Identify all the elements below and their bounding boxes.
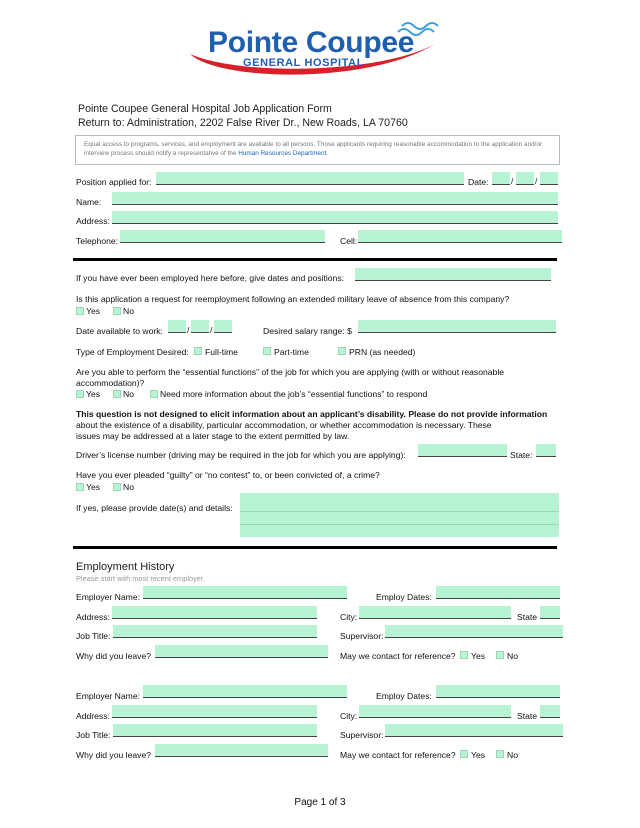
logo-name: Pointe Coupee bbox=[208, 26, 415, 59]
employer1-state-input[interactable] bbox=[540, 606, 560, 619]
cell-input[interactable] bbox=[358, 230, 562, 243]
city-label: City: bbox=[340, 612, 358, 622]
name-input[interactable] bbox=[112, 192, 558, 205]
contact-yes-label: Yes bbox=[471, 750, 486, 760]
cell-label: Cell: bbox=[340, 236, 358, 246]
employer1-city-input[interactable] bbox=[359, 606, 511, 619]
why-leave-label: Why did you leave? bbox=[76, 651, 151, 661]
date-separator: / bbox=[210, 325, 213, 335]
date-year-input[interactable] bbox=[540, 172, 558, 185]
crime-question: Have you ever pleaded “guilty” or “no contest” to, or been convicted of, a crime? bbox=[76, 470, 380, 480]
supervisor-label: Supervisor: bbox=[340, 631, 384, 641]
employment-history-heading: Employment History bbox=[76, 561, 175, 573]
part-time-label: Part-time bbox=[274, 347, 309, 357]
military-yes-checkbox[interactable] bbox=[76, 307, 84, 315]
employer1-why-leave-input[interactable] bbox=[155, 645, 328, 658]
disclaimer-line3: issues may be addressed at a later stage to the extent permitted by law. bbox=[76, 431, 350, 441]
crime-details-label: If yes, please provide date(s) and details: bbox=[76, 503, 233, 513]
disclaimer-bold: This question is not designed to elicit information about an applicant’s disability. Please do not provide information bbox=[76, 409, 548, 419]
employer1-contact-yes-checkbox[interactable] bbox=[460, 651, 468, 659]
full-time-checkbox[interactable] bbox=[194, 347, 202, 355]
employ-dates-label: Employ Dates: bbox=[376, 691, 432, 701]
address-input[interactable] bbox=[112, 211, 558, 224]
employer-address-label: Address: bbox=[76, 612, 110, 622]
avail-month-input[interactable] bbox=[168, 320, 186, 333]
state-label: State bbox=[517, 711, 538, 721]
license-label: Driver’s license number (driving may be required in the job for which you are applying): bbox=[76, 450, 406, 460]
avail-year-input[interactable] bbox=[214, 320, 232, 333]
employer2-supervisor-input[interactable] bbox=[385, 724, 563, 737]
position-label: Position applied for: bbox=[76, 177, 152, 187]
employer-name-label: Employer Name: bbox=[76, 592, 140, 602]
date-day-input[interactable] bbox=[516, 172, 534, 185]
prior-employment-label: If you have ever been employed here before, give dates and positions: bbox=[76, 273, 345, 283]
why-leave-label: Why did you leave? bbox=[76, 750, 151, 760]
employer2-contact-no-checkbox[interactable] bbox=[496, 750, 504, 758]
city-label: City: bbox=[340, 711, 358, 721]
form-title: Pointe Coupee General Hospital Job Application Form bbox=[78, 103, 332, 115]
employer2-city-input[interactable] bbox=[359, 705, 511, 718]
part-time-checkbox[interactable] bbox=[263, 347, 271, 355]
logo-subtitle: GENERAL HOSPITAL bbox=[243, 57, 365, 69]
disclaimer-line2: about the existence of a disability, particular accommodation, or whether accommodation is necessary. These bbox=[76, 420, 492, 430]
employer2-contact-yes-checkbox[interactable] bbox=[460, 750, 468, 758]
equal-access-notice: Equal access to programs, services, and employment are available to all persons. Those applicants requiring reasonable accommodation to the application and/or interview process should notify a representative of the Human Resources Department. bbox=[75, 135, 560, 165]
license-state-label: State: bbox=[510, 450, 533, 460]
license-input[interactable] bbox=[418, 444, 507, 457]
date-label: Date: bbox=[468, 177, 489, 187]
position-input[interactable] bbox=[156, 172, 464, 185]
military-question: Is this application a request for reemployment following an extended military leave of absence from this company? bbox=[76, 294, 510, 304]
employment-type-label: Type of Employment Desired: bbox=[76, 347, 189, 357]
essential-no-checkbox[interactable] bbox=[113, 390, 121, 398]
license-state-input[interactable] bbox=[536, 444, 556, 457]
employer1-contact-no-checkbox[interactable] bbox=[496, 651, 504, 659]
may-contact-label: May we contact for reference? bbox=[340, 750, 456, 760]
hr-department-link[interactable]: Human Resources Department bbox=[238, 150, 327, 157]
crime-details-textarea[interactable] bbox=[240, 493, 559, 537]
employer2-job-title-input[interactable] bbox=[113, 724, 317, 737]
employ-dates-label: Employ Dates: bbox=[376, 592, 432, 602]
need-info-label: Need more information about the job’s “essential functions” to respond bbox=[160, 389, 428, 399]
employer1-dates-input[interactable] bbox=[436, 586, 560, 599]
employer2-why-leave-input[interactable] bbox=[155, 744, 328, 757]
essential-yes-label: Yes bbox=[86, 389, 101, 399]
need-info-checkbox[interactable] bbox=[150, 390, 158, 398]
contact-yes-label: Yes bbox=[471, 651, 486, 661]
essential-question: Are you able to perform the “essential functions” of the job for which you are applying (with or without reasonable bbox=[76, 367, 505, 377]
essential-no-label: No bbox=[123, 389, 134, 399]
section-divider bbox=[73, 258, 557, 261]
contact-no-label: No bbox=[507, 750, 518, 760]
essential-question-cont: accommodation)? bbox=[76, 378, 145, 388]
employer2-dates-input[interactable] bbox=[436, 685, 560, 698]
telephone-input[interactable] bbox=[120, 230, 325, 243]
crime-yes-label: Yes bbox=[86, 482, 101, 492]
crime-no-label: No bbox=[123, 482, 134, 492]
job-title-label: Job Title: bbox=[76, 730, 111, 740]
prior-employment-input[interactable] bbox=[355, 268, 551, 281]
full-time-label: Full-time bbox=[205, 347, 238, 357]
prn-label: PRN (as needed) bbox=[349, 347, 416, 357]
telephone-label: Telephone: bbox=[76, 236, 119, 246]
employer1-address-input[interactable] bbox=[112, 606, 317, 619]
military-no-checkbox[interactable] bbox=[113, 307, 121, 315]
state-label: State bbox=[517, 612, 538, 622]
name-label: Name: bbox=[76, 197, 102, 207]
page-number: Page 1 of 3 bbox=[294, 797, 346, 808]
date-month-input[interactable] bbox=[492, 172, 510, 185]
prn-checkbox[interactable] bbox=[338, 347, 346, 355]
supervisor-label: Supervisor: bbox=[340, 730, 384, 740]
employer-name-label: Employer Name: bbox=[76, 691, 140, 701]
date-separator: / bbox=[187, 325, 190, 335]
address-label: Address: bbox=[76, 216, 110, 226]
employer1-name-input[interactable] bbox=[143, 586, 347, 599]
employer1-job-title-input[interactable] bbox=[113, 625, 317, 638]
employer2-name-input[interactable] bbox=[143, 685, 347, 698]
date-separator: / bbox=[535, 176, 538, 186]
date-available-label: Date available to work: bbox=[76, 326, 163, 336]
employer-address-label: Address: bbox=[76, 711, 110, 721]
date-separator: / bbox=[511, 176, 514, 186]
salary-label: Desired salary range: $ bbox=[263, 326, 352, 336]
military-yes-label: Yes bbox=[86, 306, 101, 316]
may-contact-label: May we contact for reference? bbox=[340, 651, 456, 661]
employer2-address-input[interactable] bbox=[112, 705, 317, 718]
crime-no-checkbox[interactable] bbox=[113, 483, 121, 491]
employer1-supervisor-input[interactable] bbox=[385, 625, 563, 638]
return-address: Return to: Administration, 2202 False River Dr., New Roads, LA 70760 bbox=[78, 117, 408, 129]
essential-yes-checkbox[interactable] bbox=[76, 390, 84, 398]
employer2-state-input[interactable] bbox=[540, 705, 560, 718]
contact-no-label: No bbox=[507, 651, 518, 661]
crime-yes-checkbox[interactable] bbox=[76, 483, 84, 491]
military-no-label: No bbox=[123, 306, 134, 316]
employment-note: Please start with most recent employer. bbox=[76, 574, 205, 583]
avail-day-input[interactable] bbox=[191, 320, 209, 333]
section-divider bbox=[73, 546, 557, 549]
job-title-label: Job Title: bbox=[76, 631, 111, 641]
salary-input[interactable] bbox=[358, 320, 556, 333]
